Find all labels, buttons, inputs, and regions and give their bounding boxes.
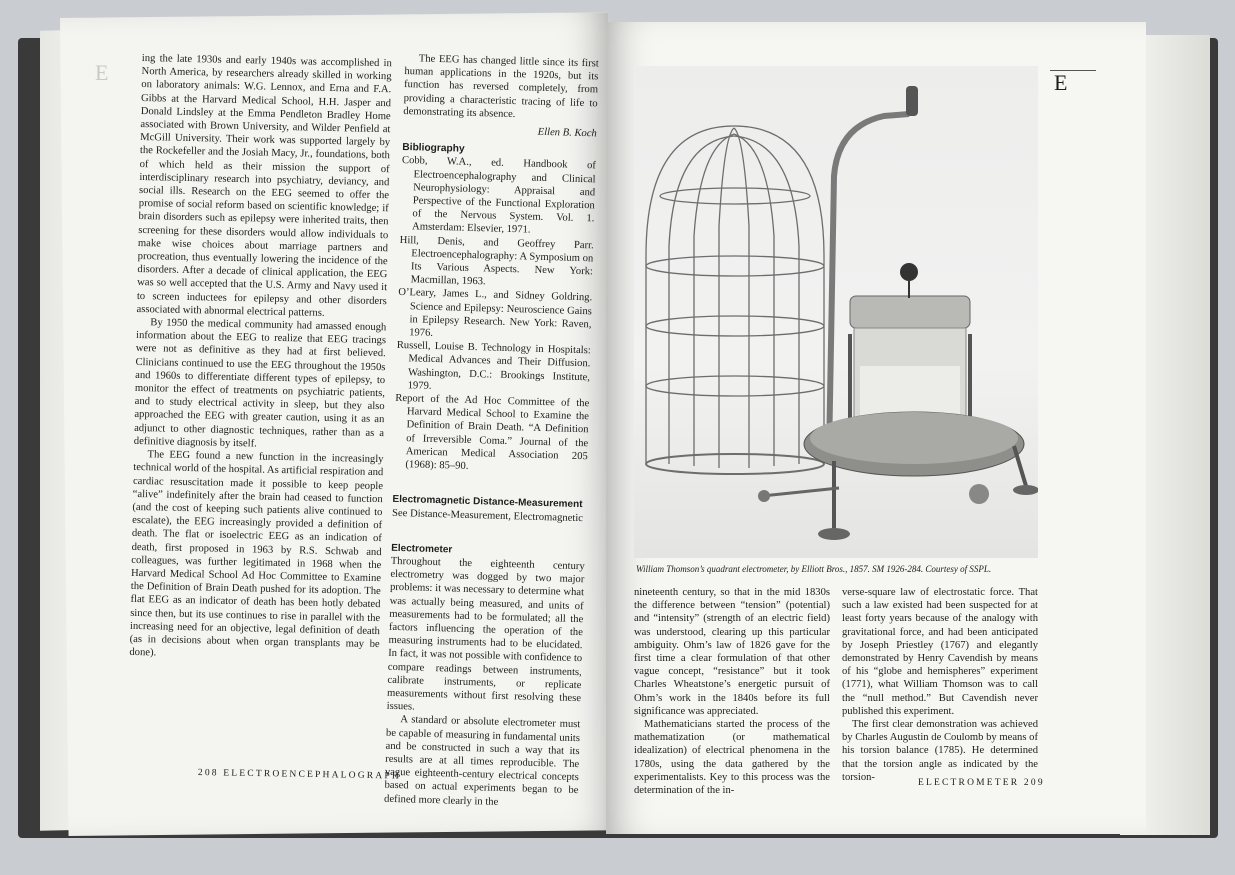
right-page-column-2 [842, 586, 1038, 784]
bibliography-entry: Cobb, W.A., ed. Handbook of Electroencephalography and Clinical Neurophysiology: Appraisal and Perspective of the Functional Exploration of the Nervous System. Vol. 1. Amsterdam: Elsevier, 1971. [401, 155, 597, 237]
paragraph: ing the late 1930s and early 1940s was accomplished in North America, by researchers already skilled in working on laboratory animals: W.G. Lennox, and Erna and F.A. Gibbs at the Harvard Medical School, H.H. Jasper and Donald Lindsley at the Emma Pendleton Bradley Home associated with Brown University, and Wilder Penfield at McGill University. Their work was supported largely by the Rockefeller and the Josiah Macy, Jr., foundations, both of which held as their mission the support of interdisciplinary research into psychiatry, deviancy, and social ills. Research on the EEG seemed to offer the promise of social reform based on scientific knowledge; if brain disorders such as epilepsy were inherited traits, then screening for these disorders would allow individuals to make wise choices about marriage partners and procreation, thus eventually lowering the incidence of the disorders. After a decade of clinical application, the EEG was so well accepted that the U.S. Army and Navy used it to screen inductees for epilepsy and other disorders associated with abnormal electrical patterns. [136, 52, 392, 319]
bibliography-entry: Russell, Louise B. Technology in Hospitals: Medical Advances and Their Diffusion. Washington, D.C.: Brookings Institute, 1979. [396, 340, 591, 392]
bibliography-entry: O’Leary, James L., and Sidney Goldring. Science and Epilepsy: Neuroscience Gains in Epilepsy Research. New York: Raven, 1976. [398, 287, 593, 339]
page-footer-right: ELECTROMETER 209 [918, 778, 1045, 788]
author-signature: Ellen B. Koch [537, 126, 597, 140]
entry-heading: Electromagnetic Distance-Measurement [392, 494, 583, 511]
page-footer-left: 208 ELECTROENCEPHALOGRAPH [197, 768, 402, 782]
left-page-column-2 [384, 52, 599, 811]
electrometer-photo [634, 66, 1038, 558]
see-reference: See Distance-Measurement, Electromagnetic [391, 507, 584, 524]
paragraph: nineteenth century, so that in the mid 1830s the difference between “tension” (potential) and “intensity” (strength of an electric field) was understood, clearing up this particular ambiguity. Ohm’s law of 1826 gave for the first time a clear formulation of that other vague concept, “resistance” but it took Charles Wheatstone’s energetic pursuit of Ohm’s work in the 1840s before its full significance was appreciated. [634, 587, 830, 717]
bibliography-entry: Report of the Ad Hoc Committee of the Harvard Medical School to Examine the Definition of Brain Death. “A Definition of Irreversible Coma.” Journal of the American Medical Association 205 (1968): 85–90. [395, 392, 590, 473]
paragraph: The EEG has changed little since its first human applications in the 1920s, but its function has reversed completely, from providing a characteristic tracing of life to demonstrating its absence. [403, 53, 599, 120]
section-letter: E [1054, 70, 1068, 95]
paragraph: A standard or absolute electrometer must be capable of measuring in fundamental units and be constructed in such a way that its results are at all times reproducible. The vague eighteenth-century electrical concepts based on actual experiments began to be defined more clearly in the [383, 714, 581, 808]
paragraph: The EEG found a new function in the increasingly technical world of the hospital. As artificial respiration and cardiac resuscitation made it possible to keep people “alive” indefinitely after the brain had ceased to function (and the cost of keeping such patients alive continued to escalate), the EEG increasingly provided a definition of death. The flat or isoelectric EEG as an indication of death, first proposed in 1963 by R.S. Schwab and colleagues, was further legitimated in 1968 when the Harvard Medical School Ad Hoc Committee to Examine the Definition of Brain Death pushed for its adoption. The flat EEG as an indicator of death has been hotly debated since then, but its use continues to rise in parallel with the increasing need for an objective, legal definition of death (as in decisions about when organ transplants may be done). [129, 449, 384, 659]
bibliography-entry: Hill, Denis, and Geoffrey Parr. Electroencephalography: A Symposium on Its Various Aspects. New York: Macmillan, 1963. [399, 234, 594, 288]
right-page-column-1 [634, 586, 830, 797]
electrometer-illustration [634, 66, 1038, 558]
paragraph: Mathematicians started the process of the mathematization (or mathematical idealization) of electrical phenomena in the 1780s, using the data gathered by the experimentalists. Key to this process was the determination of the in- [634, 719, 830, 797]
ghost-section-letter: E [95, 60, 109, 85]
paragraph: By 1950 the medical community had amassed enough information about the EEG to realize that EEG tracings were not as definitive as they had at first believed. Clinicians continued to use the EEG throughout the 1950s and 1960s to differentiate different types of epilepsy, to monitor the effect of treatments on psychiatric patients, and to study electrical activity in sleep, but they also approached the EEG with greater caution, using it as an adjunct to other diagnostic techniques, rather than as a definitive diagnosis by itself. [133, 317, 387, 450]
bibliography-heading: Bibliography [402, 142, 465, 155]
left-page-column-1 [129, 52, 392, 664]
paragraph: verse-square law of electrostatic force. That such a law existed had been suspected for at least forty years because of the analogy with gravitational force, and had been anticipated by Joseph Priestley (1767) and elegantly demonstrated by Henry Cavendish by means of his “globe and hemispheres” experiment (1771), what William Thomson was to call the “null method.” But Cavendish never published this experiment. [842, 587, 1038, 717]
entry-heading: Electrometer [390, 542, 453, 556]
photo-caption: William Thomson’s quadrant electrometer, by Elliott Bros., 1857. SM 1926-284. Courtesy of SSPL. [636, 564, 992, 574]
paragraph: The first clear demonstration was achieved by Charles Augustin de Coulomb by means of his torsion balance (1785). He determined that the torsion angle as indicated by the torsion- [842, 719, 1038, 783]
paragraph: Throughout the eighteenth century electrometry was dogged by two major problems: it was necessary to determine what was actually being measured, and units of measurements had to be formulated; all the factors influencing the operation of the measuring instruments had to be elucidated. In fact, it was not possible with confidence to compare readings between instruments, calibrate instruments, or replicate measurements without first resolving these issues. [386, 555, 585, 713]
